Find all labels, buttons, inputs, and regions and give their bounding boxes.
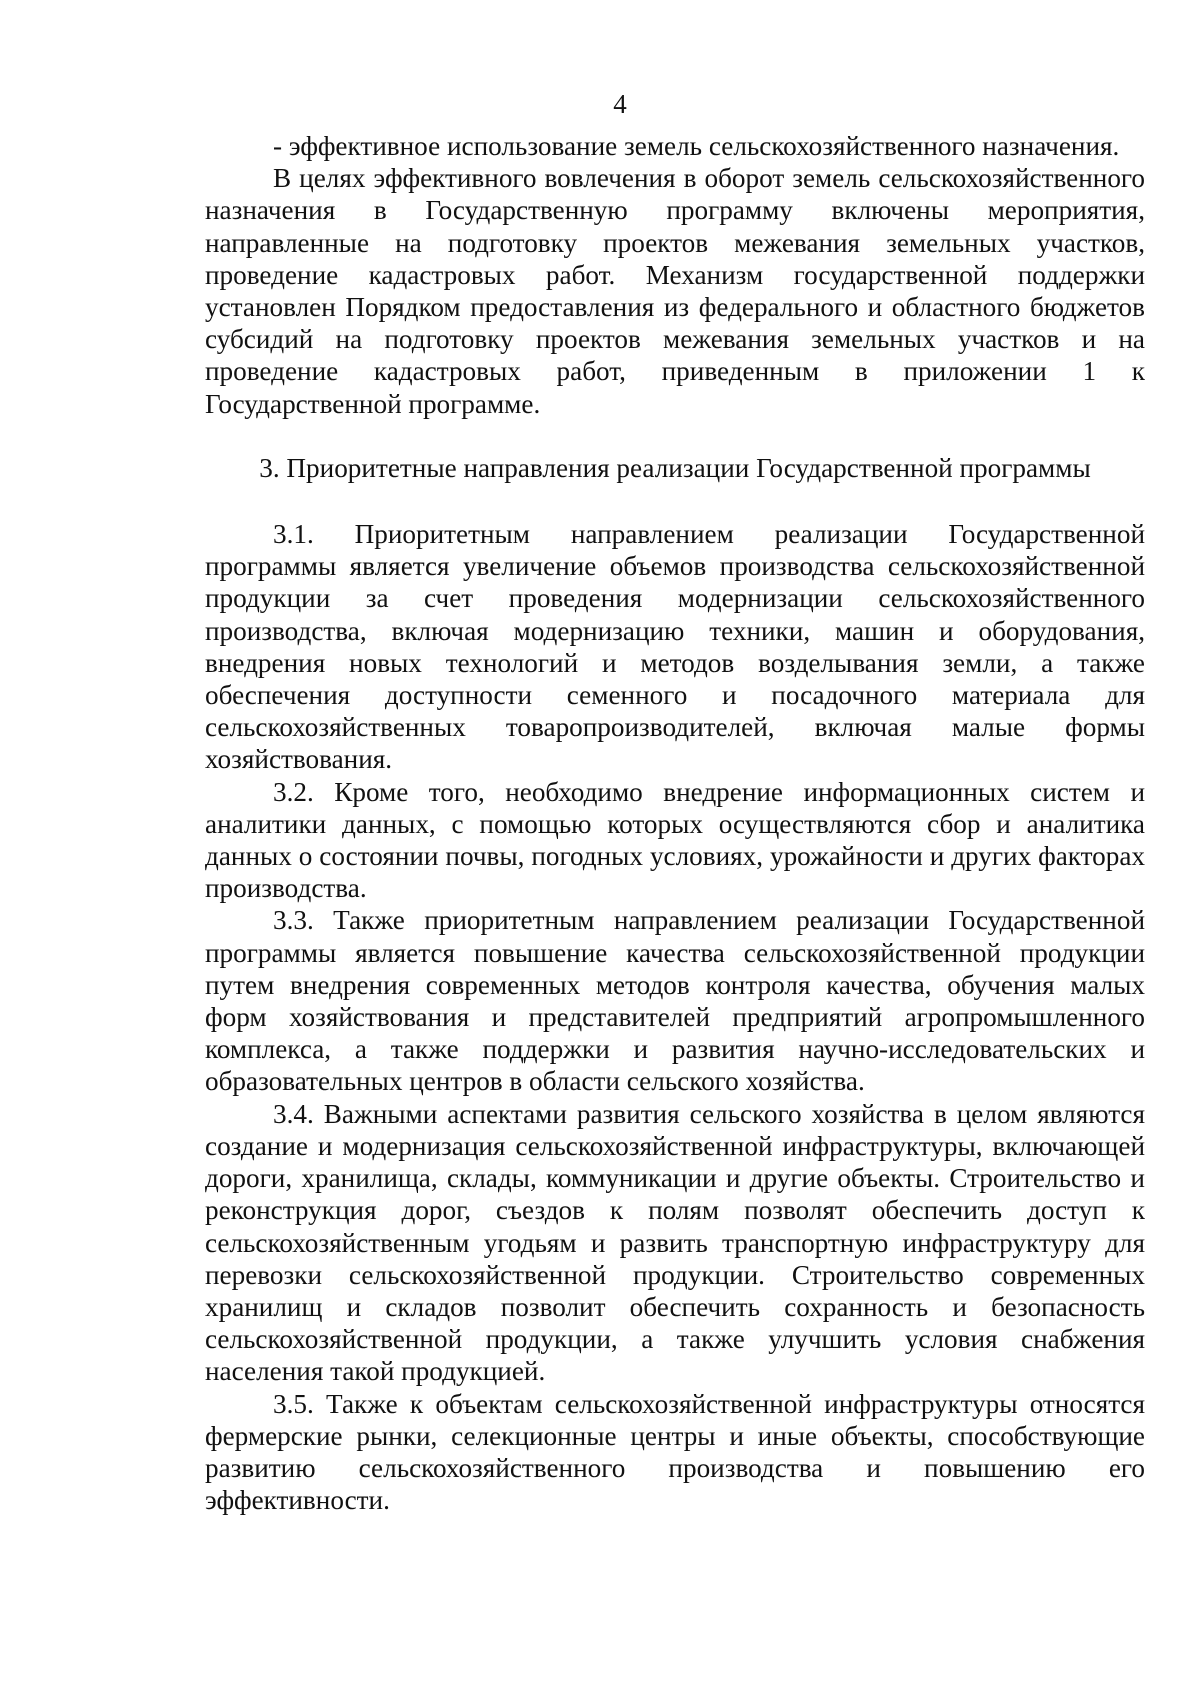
section-item-3-5: 3.5. Также к объектам сельскохозяйственной инфраструктуры относятся фермерские рынки, селекционные центры и иные объекты, способствующие развитию сельскохозяйственного производства и повышению его эффективности. [205,1388,1145,1516]
page-number: 4 [613,89,627,119]
paragraph-effective-use: - эффективное использование земель сельскохозяйственного назначения. [273,131,1120,161]
document-body [205,130,1145,1516]
section-item-3-1: 3.1. Приоритетным направлением реализации Государственной программы является увеличение объемов производства сельскохозяйственной продукции за счет проведения модернизации сельскохозяйственного производства, включая модернизацию техники, машин и оборудования, внедрения новых технологий и методов возделывания земли, а также обеспечения доступности семенного и посадочного материала для сельскохозяйственных товаропроизводителей, включая малые формы хозяйствования. [205,519,1145,775]
section-item-3-3: 3.3. Также приоритетным направлением реализации Государственной программы является повышение качества сельскохозяйственной продукции путем внедрения современных методов контроля качества, обучения малых форм хозяйствования и представителей предприятий агропромышленного комплекса, а также поддержки и развития научно-исследовательских и образовательных центров в области сельского хозяйства. [205,905,1145,1097]
section-item-3-2: 3.2. Кроме того, необходимо внедрение информационных систем и аналитики данных, с помощью которых осуществляются сбор и аналитика данных о состоянии почвы, погодных условиях, урожайности и других факторах производства. [205,776,1145,904]
paragraph-land-involvement: В целях эффективного вовлечения в оборот земель сельскохозяйственного назначения в Государственную программу включены мероприятия, направленные на подготовку проектов межевания земельных участков, проведение кадастровых работ. Механизм государственной поддержки установлен Порядком предоставления из федерального и областного бюджетов субсидий на подготовку проектов межевания земельных участков и на проведение кадастровых работ, приведенным в приложении 1 к Государственной программе. [205,163,1145,419]
section-heading: 3. Приоритетные направления реализации Государственной программы [259,452,1091,483]
section-item-3-4: 3.4. Важными аспектами развития сельского хозяйства в целом являются создание и модернизация сельскохозяйственной инфраструктуры, включающей дороги, хранилища, склады, коммуникации и другие объекты. Строительство и реконструкция дорог, съездов к полям позволят обеспечить доступ к сельскохозяйственным угодьям и развить транспортную инфраструктуру для перевозки сельскохозяйственной продукции. Строительство современных хранилищ и складов позволит обеспечить сохранность и безопасность сельскохозяйственной продукции, а также улучшить условия снабжения населения такой продукцией. [205,1098,1145,1387]
